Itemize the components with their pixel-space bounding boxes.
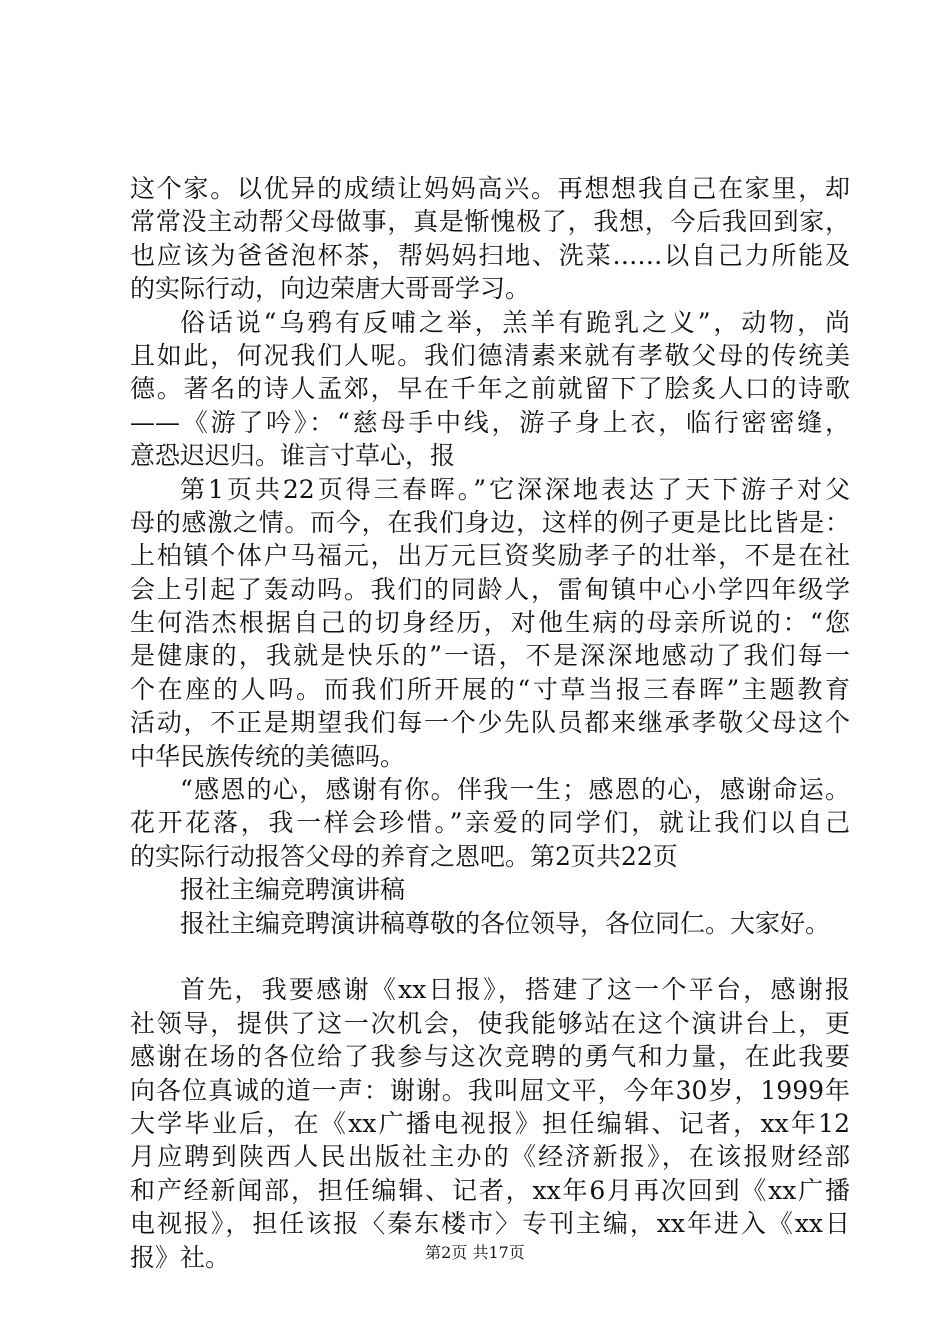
- text-line: 电视报》，担任该报〈秦东楼市〉专刊主编，xx年进入《xx日: [130, 1209, 850, 1239]
- text-line: 中华民族传统的美德吗。: [130, 741, 406, 771]
- text-line: 生何浩杰根据自己的切身经历，对他生病的母亲所说的：“您: [130, 608, 850, 638]
- section-heading: 报社主编竞聘演讲稿: [180, 875, 406, 905]
- text-line: 报》社。: [130, 1242, 231, 1272]
- text-line: 德。著名的诗人孟郊，早在千年之前就留下了脍炙人口的诗歌: [130, 374, 850, 404]
- text-line: 的实际行动报答父母的养育之恩吧。第2页共22页: [130, 841, 678, 871]
- text-line: 意恐迟迟归。谁言寸草心，报: [130, 441, 456, 471]
- text-line: 报社主编竞聘演讲稿尊敬的各位领导，各位同仁。大家好。: [180, 908, 831, 938]
- text-line: 的实际行动，向边荣唐大哥哥学习。: [130, 274, 531, 304]
- text-line: 社领导，提供了这一次机会，使我能够站在这个演讲台上，更: [130, 1008, 850, 1038]
- text-line: ——《游了吟》：“慈母手中线，游子身上衣，临行密密缝，: [130, 407, 850, 437]
- page-footer: 第2页 共17页: [425, 1243, 525, 1262]
- text-line: 向各位真诚的道一声：谢谢。我叫屈文平，今年30岁，1999年: [130, 1075, 850, 1105]
- text-line: 和产经新闻部，担任编辑、记者，xx年6月再次回到《xx广播: [130, 1175, 850, 1205]
- text-line: 个在座的人吗。而我们所开展的“寸草当报三春晖”主题教育: [130, 674, 850, 704]
- text-line: 大学毕业后，在《xx广播电视报》担任编辑、记者，xx年12: [130, 1108, 850, 1138]
- text-line: 是健康的，我就是快乐的”一语，不是深深地感动了我们每一: [130, 641, 850, 671]
- text-line: 上柏镇个体户马福元，出万元巨资奖励孝子的壮举，不是在社: [130, 541, 850, 571]
- paragraph-gap: [130, 940, 850, 973]
- text-line: 也应该为爸爸泡杯茶，帮妈妈扫地、洗菜……以自己力所能及: [130, 240, 850, 270]
- text-line: 首先，我要感谢《xx日报》，搭建了这一个平台，感谢报: [180, 975, 850, 1005]
- text-line: 月应聘到陕西人民出版社主办的《经济新报》，在该报财经部: [130, 1142, 850, 1172]
- text-line: 花开花落，我一样会珍惜。”亲爱的同学们，就让我们以自己: [130, 808, 850, 838]
- document-body: [130, 172, 850, 1274]
- text-line: 且如此，何况我们人呢。我们德清素来就有孝敬父母的传统美: [130, 340, 850, 370]
- text-line: 常常没主动帮父母做事，真是惭愧极了，我想，今后我回到家，: [130, 207, 850, 237]
- text-line: 俗话说“乌鸦有反哺之举，羔羊有跪乳之义”，动物，尚: [180, 307, 850, 337]
- text-line: 感谢在场的各位给了我参与这次竞聘的勇气和力量，在此我要: [130, 1042, 850, 1072]
- text-line: 这个家。以优异的成绩让妈妈高兴。再想想我自己在家里，却: [130, 174, 850, 203]
- text-line: “感恩的心，感谢有你。伴我一生；感恩的心，感谢命运。: [180, 775, 850, 805]
- text-line: 活动，不正是期望我们每一个少先队员都来继承孝敬父母这个: [130, 708, 850, 738]
- text-line: 第1页共22页得三春晖。”它深深地表达了天下游子对父: [180, 474, 850, 504]
- text-line: 母的感激之情。而今，在我们身边，这样的例子更是比比皆是：: [130, 507, 850, 537]
- text-line: 会上引起了轰动吗。我们的同龄人，雷甸镇中心小学四年级学: [130, 574, 850, 604]
